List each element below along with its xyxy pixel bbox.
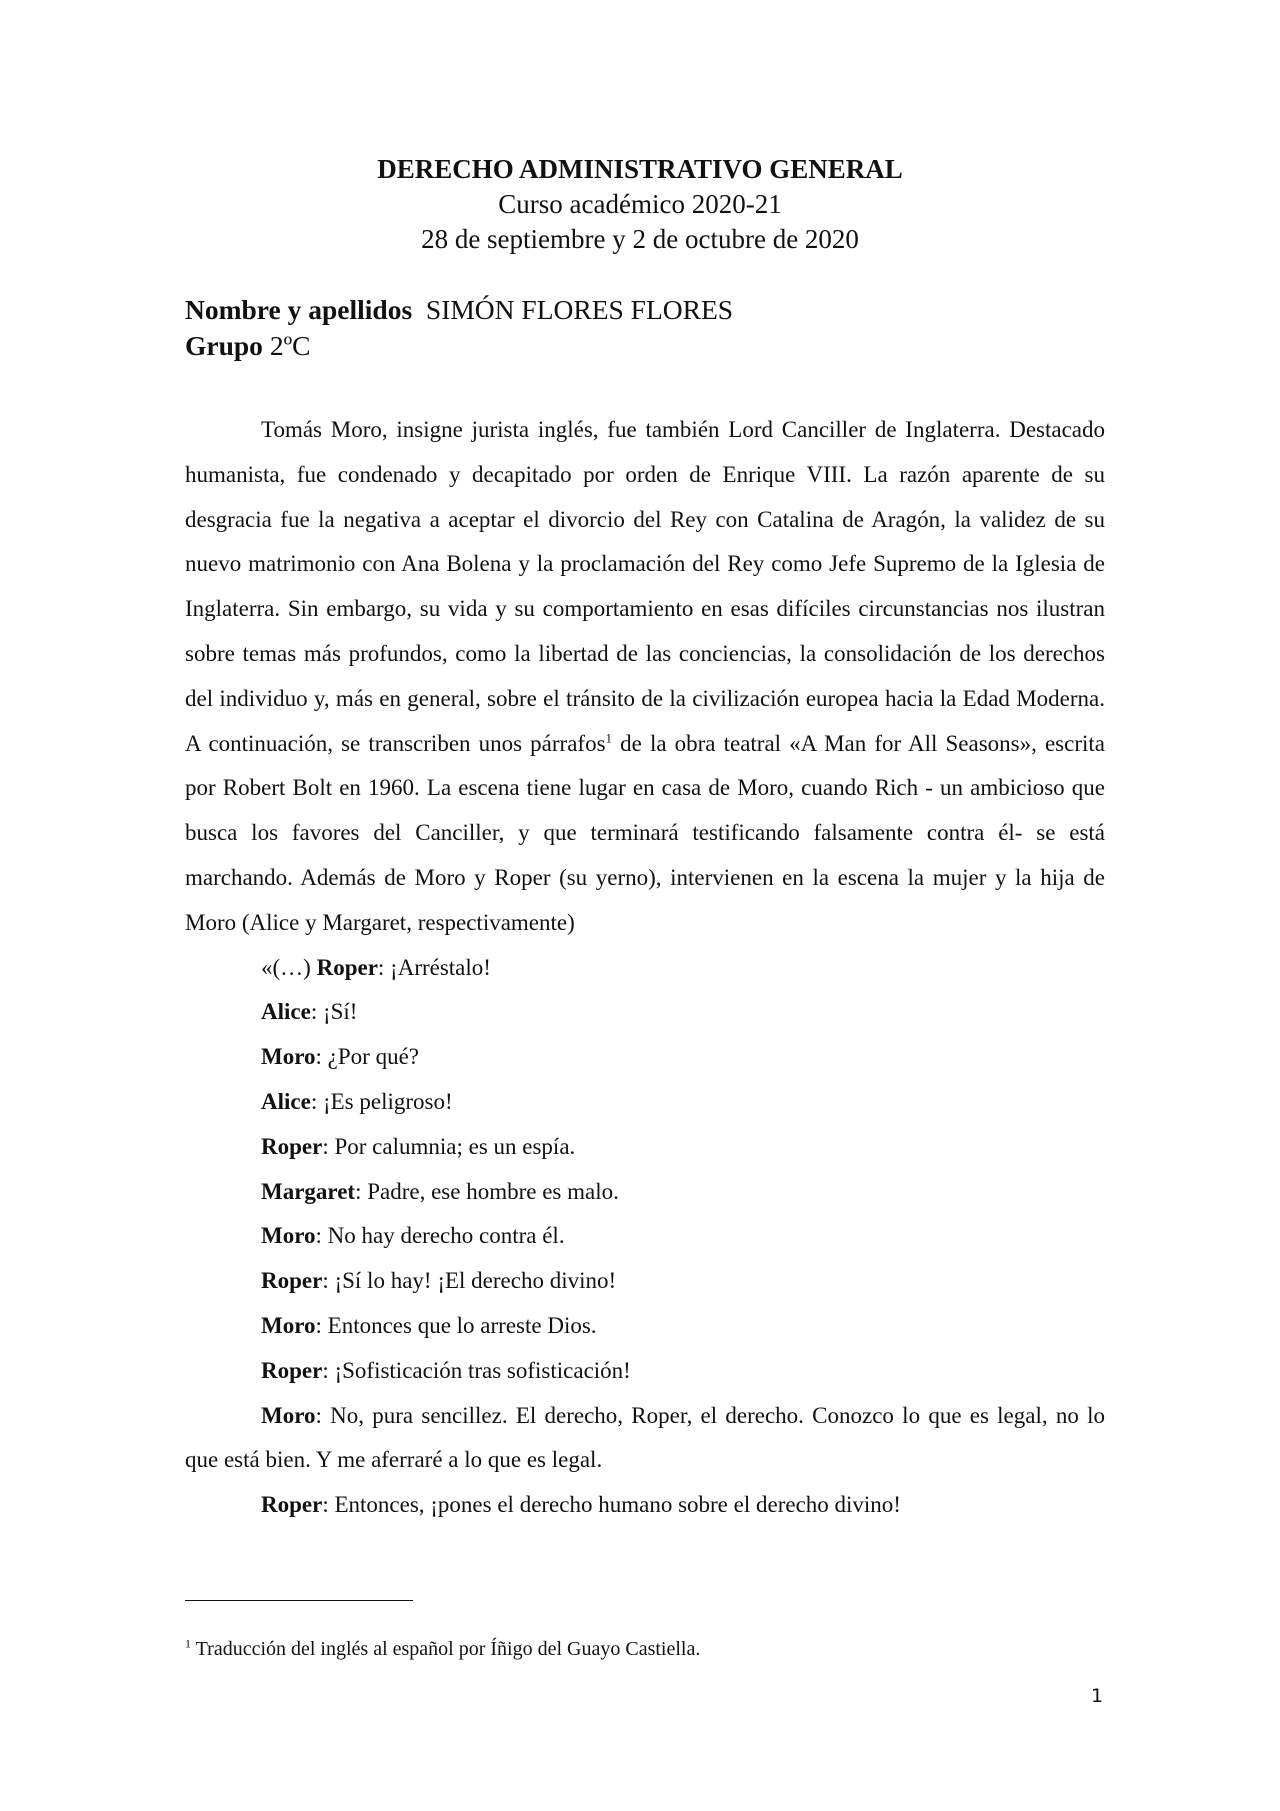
document-title: DERECHO ADMINISTRATIVO GENERAL xyxy=(377,154,903,184)
dialogue-line xyxy=(185,1304,1105,1349)
dialogue-speaker: Roper xyxy=(316,954,378,980)
body-text xyxy=(185,408,1105,1528)
dialogue-prefix: «(…) xyxy=(261,954,317,980)
dialogue-line xyxy=(185,1035,1105,1080)
dialogue-speaker: Margaret xyxy=(261,1178,356,1204)
dialogue-speaker: Roper xyxy=(261,1133,323,1159)
group-label: Grupo xyxy=(185,330,263,361)
dialogue-line xyxy=(185,1080,1105,1125)
page-number: 1 xyxy=(1091,1685,1104,1707)
dialogue-speaker: Alice xyxy=(261,1088,311,1114)
name-label: Nombre y apellidos xyxy=(185,294,413,325)
course-dates: 28 de septiembre y 2 de octubre de 2020 xyxy=(421,224,859,254)
intro-paragraph xyxy=(185,408,1105,946)
dialogue-text: : Entonces, ¡pones el derecho humano sobre el derecho divino! xyxy=(322,1492,901,1518)
dialogue-speaker: Roper xyxy=(261,1357,323,1383)
footnote xyxy=(185,1637,700,1661)
dialogue-line xyxy=(185,946,1105,991)
dialogue-speaker: Roper xyxy=(261,1268,323,1294)
dialogue-line xyxy=(185,1259,1105,1304)
dialogue-text: : ¡Sofisticación tras sofisticación! xyxy=(322,1357,631,1383)
dialogue-text: : ¡Es peligroso! xyxy=(310,1088,453,1114)
dialogue-text: : Por calumnia; es un espía. xyxy=(322,1133,576,1159)
intro-part-1: Tomás Moro, insigne jurista inglés, fue también Lord Canciller de Inglaterra. Destacado humanista, fue condenado y decapitado por orden de Enrique VIII. La razón aparente de su desgracia fue la negativa a aceptar el divorcio del Rey con Catalina de Aragón, la validez de su nuevo matrimonio con Ana Bolena y la proclamación del Rey como Jefe Supremo de la Iglesia de Inglaterra. Sin embargo, su vida y su comportamiento en esas difíciles circunstancias nos ilustran sobre temas más profundos, como la libertad de las conciencias, la consolidación de los derechos del individuo y, más en general, sobre el tránsito de la civilización europea hacia la Edad Moderna. A continuación, se transcriben unos párrafos xyxy=(185,417,1105,756)
dialogue-speaker: Moro xyxy=(261,1223,316,1249)
dialogue xyxy=(185,946,1105,1528)
dialogue-line xyxy=(185,1125,1105,1170)
footnote-text: Traducción del inglés al español por Íñigo del Guayo Castiella. xyxy=(191,1638,701,1660)
group-value: 2ºC xyxy=(269,330,311,361)
course-year: Curso académico 2020-21 xyxy=(498,189,782,219)
dialogue-line xyxy=(185,1214,1105,1259)
dialogue-text: : ¡Sí lo hay! ¡El derecho divino! xyxy=(322,1268,617,1294)
dialogue-speaker: Moro xyxy=(261,1312,316,1338)
student-info xyxy=(185,292,733,364)
dialogue-speaker: Moro xyxy=(261,1044,316,1070)
footnote-reference: 1 xyxy=(605,729,613,745)
dialogue-line xyxy=(185,1394,1105,1484)
dialogue-speaker: Roper xyxy=(261,1492,323,1518)
name-value: SIMÓN FLORES FLORES xyxy=(425,294,734,325)
student-name-row xyxy=(185,292,733,328)
dialogue-speaker: Moro xyxy=(261,1402,316,1428)
dialogue-text: : ¡Sí! xyxy=(310,999,358,1025)
dialogue-text: : Entonces que lo arreste Dios. xyxy=(315,1312,597,1338)
dialogue-text: : ¿Por qué? xyxy=(315,1044,419,1070)
footnote-number: 1 xyxy=(185,1636,191,1651)
footnote-divider xyxy=(185,1600,413,1601)
document-header xyxy=(0,152,1280,257)
dialogue-text: : No, pura sencillez. El derecho, Roper, el derecho. Conozco lo que es legal, no lo que está bien. Y me aferraré a lo que es legal. xyxy=(185,1402,1105,1473)
intro-part-2: de la obra teatral «A Man for All Seasons», escrita por Robert Bolt en 1960. La escena tiene lugar en casa de Moro, cuando Rich - un ambicioso que busca los favores del Canciller, y que terminará testificando falsamente contra él- se está marchando. Además de Moro y Roper (su yerno), intervienen en la escena la mujer y la hija de Moro (Alice y Margaret, respectivamente) xyxy=(185,730,1105,935)
dialogue-line xyxy=(185,1170,1105,1215)
dialogue-text: : Padre, ese hombre es malo. xyxy=(355,1178,619,1204)
student-group-row xyxy=(185,328,733,364)
dialogue-line xyxy=(185,990,1105,1035)
dialogue-text: : ¡Arréstalo! xyxy=(377,954,491,980)
dialogue-line xyxy=(185,1483,1105,1528)
dialogue-speaker: Alice xyxy=(261,999,311,1025)
dialogue-line xyxy=(185,1349,1105,1394)
dialogue-text: : No hay derecho contra él. xyxy=(315,1223,565,1249)
